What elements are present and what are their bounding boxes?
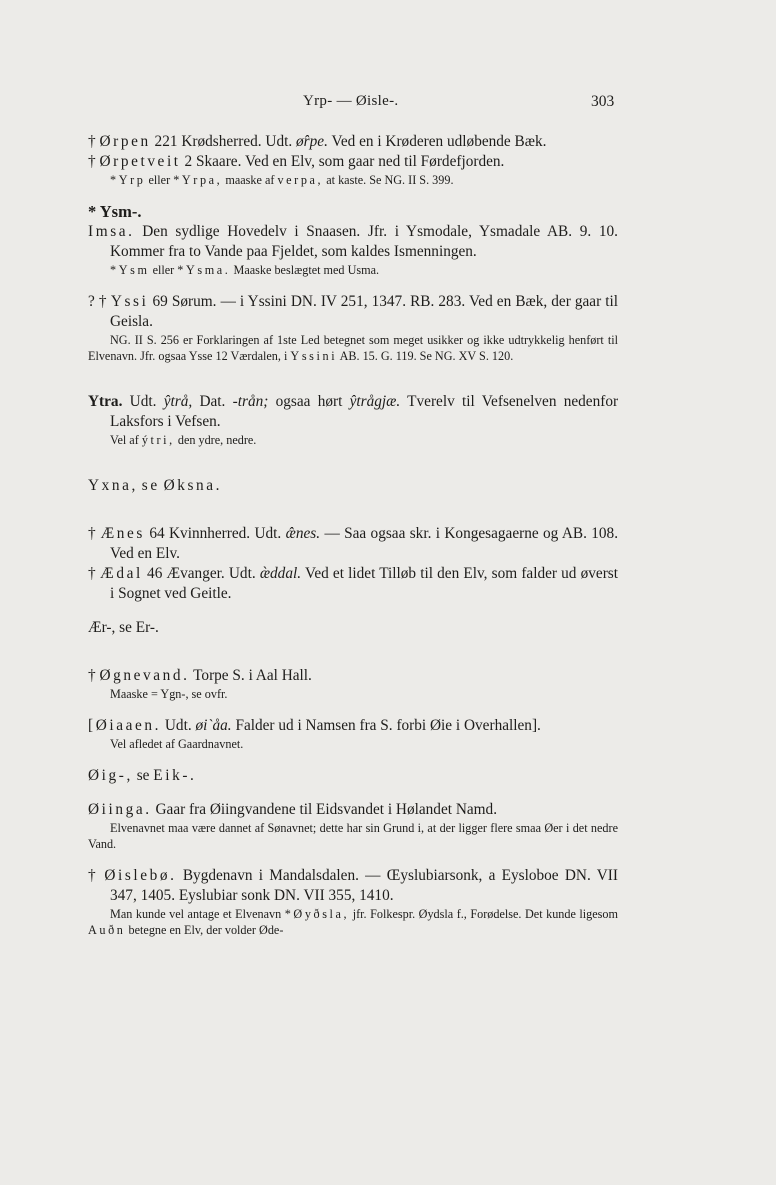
dagger-mark: † xyxy=(88,153,96,170)
page-header xyxy=(0,93,776,115)
entry-text: Bygdenavn i Mandalsdalen. — Œyslubiarsonk, a Eysloboe DN. VII 347, 1405. Eyslubiar sonk DN. VII 355, 1410. xyxy=(110,867,618,904)
spaced-form: *Ysma. xyxy=(177,263,231,277)
entry-text: Udt. xyxy=(129,393,157,410)
spaced-form: *Øyðsla, xyxy=(284,907,350,921)
entry-headword: Imsa. xyxy=(88,223,135,240)
spaced-form: Auðn xyxy=(88,923,126,937)
cross-ref-label: se xyxy=(119,619,132,636)
pronunciation: ø̂rpe. xyxy=(296,133,328,150)
note-ysm xyxy=(88,262,618,278)
entry-headword: Ytra. xyxy=(88,393,123,410)
dagger-mark: † xyxy=(88,667,96,684)
note-oislebo xyxy=(88,906,618,938)
entry-text: Tverelv til Vefsenelven nedenfor Laksfors i Vefsen. xyxy=(110,393,619,430)
note-text: Vel af xyxy=(110,433,139,447)
entry-text: 46 Ævanger. Udt. xyxy=(147,565,256,582)
note-text: at kaste. Se NG. II S. 399. xyxy=(326,173,454,187)
page-number: 303 xyxy=(591,93,615,110)
entry-aenes xyxy=(88,524,618,564)
note-text: eller xyxy=(148,173,171,187)
note-text: AB. 15. G. 119. Se NG. XV S. 120. xyxy=(339,349,514,363)
entry-oig xyxy=(88,766,618,786)
spaced-form: Yssini xyxy=(290,349,338,363)
dagger-mark: † xyxy=(88,133,96,150)
entry-yxna xyxy=(88,476,618,496)
entry-headword: Øgnevand. xyxy=(99,667,190,684)
entry-text: 69 Sørum. — i Yssini DN. IV 251, 1347. RB. 283. Ved en Bæk, der gaar til Geisla. xyxy=(110,293,619,330)
cross-ref-label: se xyxy=(141,477,160,494)
spaced-form: *Ysm xyxy=(110,263,150,277)
note-oiinga: Elvenavnet maa være dannet af Sønavnet; dette har sin Grund i, at der ligger flere smaa Øer i det nedre Vand. xyxy=(88,821,618,851)
note-text: Man kunde vel antage et Elvenavn xyxy=(110,907,282,921)
pronunciation: æ̂nes. xyxy=(285,525,321,542)
entry-text: Torpe S. i Aal Hall. xyxy=(193,667,312,684)
dagger-mark: † xyxy=(88,867,99,884)
entry-oislebo xyxy=(88,866,618,906)
entry-aedal xyxy=(88,564,618,604)
section-head-ysm: * Ysm-. xyxy=(88,202,142,221)
cross-ref-target: Er-. xyxy=(135,619,159,636)
entry-headword: Ørpen xyxy=(99,133,151,150)
pronunciation: ŷtrågjæ. xyxy=(349,393,401,410)
entry-text: Ved en i Krøderen udløbende Bæk. xyxy=(331,133,547,150)
spaced-form: *Yrpa, xyxy=(173,173,223,187)
note-ytra xyxy=(88,432,618,448)
running-head: Yrp- — Øisle-. xyxy=(303,93,399,109)
cross-ref-target: Øksna. xyxy=(163,477,223,494)
entry-text: 64 Kvinnherred. Udt. xyxy=(149,525,282,542)
entry-text: Den sydlige Hovedelv i Snaasen. Jfr. i Ysmodale, Ysmadale AB. 9. 10. Kommer fra to Vande paa Fjeldet, som kaldes Ismenningen. xyxy=(110,223,618,260)
entry-ytra xyxy=(88,392,618,432)
entry-headword: Ær-, xyxy=(88,619,116,636)
note-text: eller xyxy=(152,263,175,277)
entry-text: ogsaa hørt xyxy=(275,393,343,410)
entry-yssi xyxy=(88,292,618,332)
note-text: jfr. Folkespr. Øydsla f., Forødelse. Det kunde ligesom xyxy=(352,907,618,921)
cross-ref-target: Eik-. xyxy=(153,767,197,784)
entry-text: Gaar fra Øiingvandene til Eidsvandet i Hølandet Namd. xyxy=(155,801,498,818)
cross-ref-label: se xyxy=(136,767,150,784)
entry-headword: Yxna, xyxy=(88,477,138,494)
note-text: Maaske beslægtet med Usma. xyxy=(233,263,380,277)
dagger-mark: ? † xyxy=(88,293,107,310)
entry-orpen xyxy=(88,132,618,152)
entry-imsa xyxy=(88,222,618,262)
entry-text: — Saa ogsaa skr. i Kongesagaerne og AB. 108. Ved en Elv. xyxy=(110,525,619,562)
entry-orpetveit xyxy=(88,152,618,172)
spaced-form: verpa, xyxy=(277,173,324,187)
note-text: den ydre, nedre. xyxy=(177,433,257,447)
entry-text: Falder ud i Namsen fra S. forbi Øie i Overhallen]. xyxy=(235,717,541,734)
entry-headword: [Øiaaen. xyxy=(88,717,162,734)
entry-headword: Yssi xyxy=(110,293,149,310)
entry-aer xyxy=(88,618,618,638)
pronunciation: ŷtrå, xyxy=(163,393,193,410)
note-text: NG. II S. 256 er Forklaringen af 1ste Led betegnet som meget usikker og ikke udtrykkelig henført til Elvenavn. Jfr. ogsaa Ysse 12 Værdalen, i xyxy=(88,333,618,363)
entry-headword: Øig-, xyxy=(88,767,133,784)
pronunciation: -trån; xyxy=(232,393,269,410)
note-text: betegne en Elv, der volder Øde- xyxy=(128,923,284,937)
page-body xyxy=(88,132,618,938)
note-oiaaen: Vel afledet af Gaardnavnet. xyxy=(110,737,244,751)
entry-headword: Ørpetveit xyxy=(99,153,181,170)
entry-oiinga xyxy=(88,800,618,820)
note-yrp xyxy=(88,172,618,188)
entry-headword: Øislebø. xyxy=(104,867,177,884)
note-yssi xyxy=(88,332,618,364)
entry-text: Ved et lidet Tilløb til den Elv, som falder ud øverst i Sognet ved Geitle. xyxy=(110,565,618,602)
pronunciation: æ̀ddal. xyxy=(259,565,302,582)
entry-headword: Ænes xyxy=(100,525,145,542)
entry-text: Dat. xyxy=(199,393,226,410)
entry-ognevand xyxy=(88,666,618,686)
entry-headword: Øiinga. xyxy=(88,801,152,818)
dagger-mark: † xyxy=(88,525,97,542)
entry-text: 221 Krødsherred. Udt. xyxy=(154,133,293,150)
note-text: maaske af xyxy=(225,173,275,187)
entry-headword: Ædal xyxy=(100,565,143,582)
spaced-form: *Yrp xyxy=(110,173,146,187)
note-ognevand: Maaske = Ygn-, se ovfr. xyxy=(110,687,228,701)
dagger-mark: † xyxy=(88,565,96,582)
entry-text: 2 Skaare. Ved en Elv, som gaar ned til Førdefjorden. xyxy=(184,153,505,170)
entry-text: Udt. xyxy=(164,717,192,734)
spaced-form: ýtri, xyxy=(141,433,175,447)
pronunciation: øi`åa. xyxy=(195,717,232,734)
entry-oiaaen xyxy=(88,716,618,736)
